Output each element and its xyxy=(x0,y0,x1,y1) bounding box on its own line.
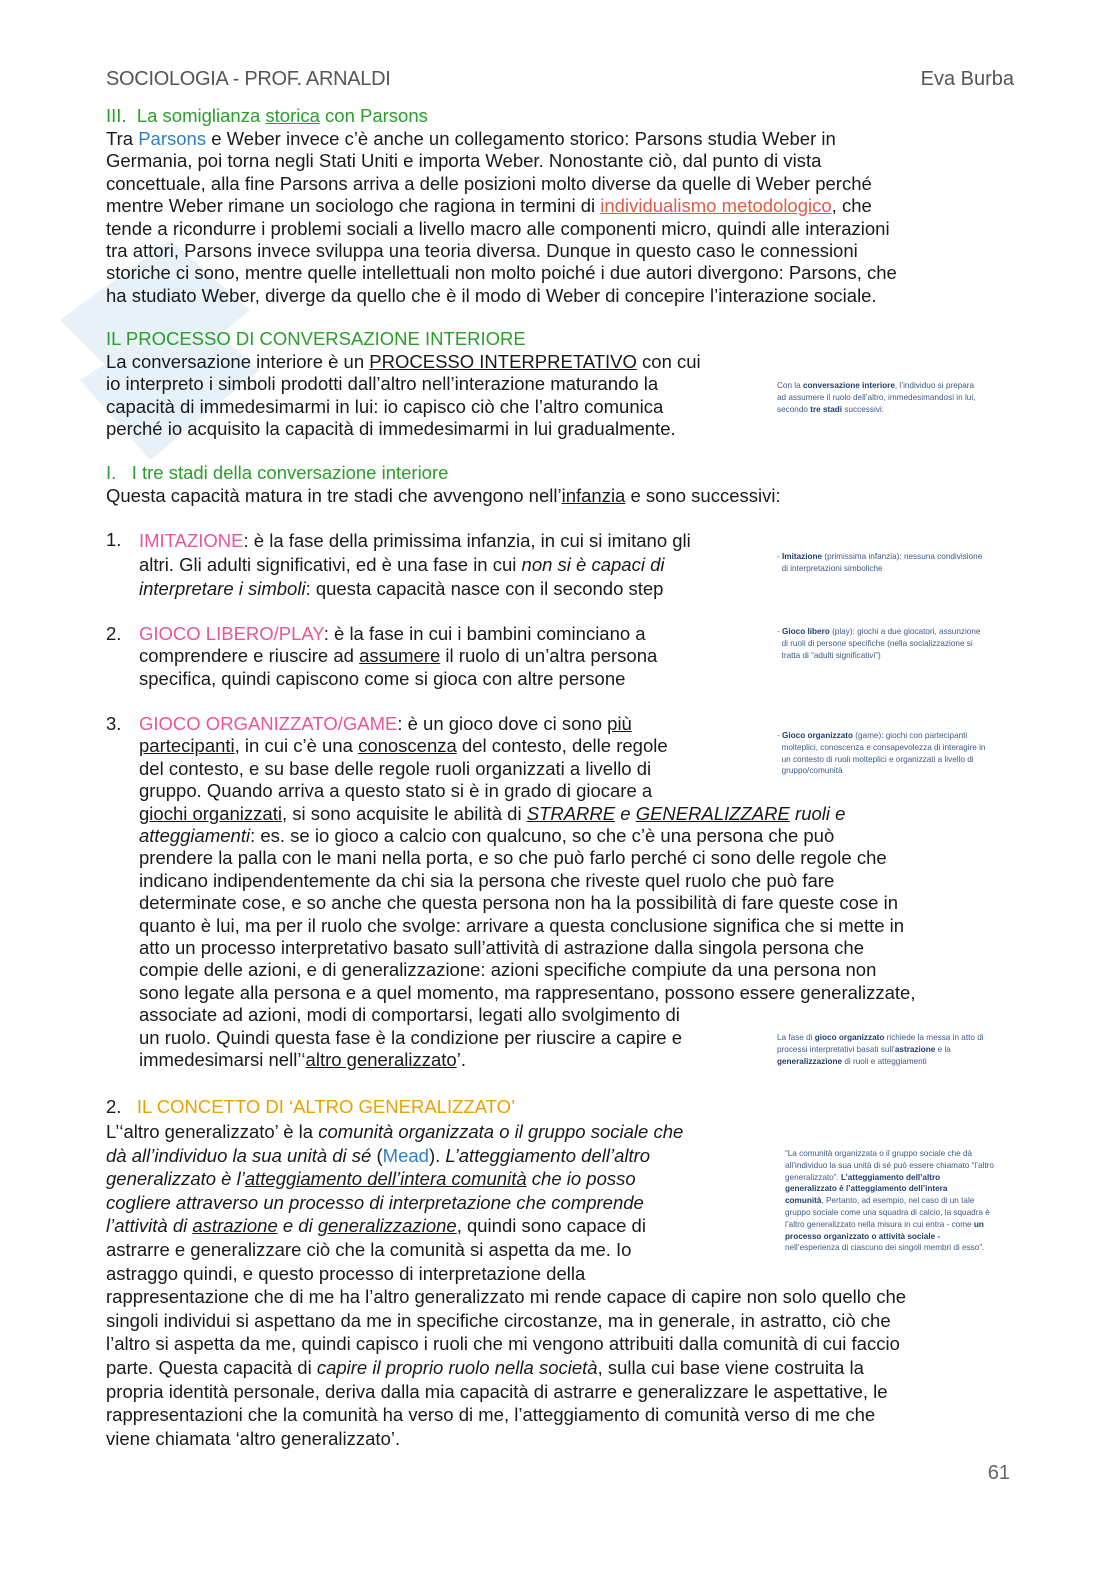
bold-text: processo organizzato o attività sociale - xyxy=(785,1231,941,1241)
italic-text: L’atteggiamento dell’altro xyxy=(445,1144,651,1166)
section-number: III. xyxy=(106,105,127,126)
side-note-gioco-libero xyxy=(777,626,980,661)
stage-label: GIOCO ORGANIZZATO/GAME xyxy=(139,713,398,734)
bold-text: tre stadi xyxy=(810,404,843,414)
text: quanto è lui, ma per il ruolo che svolge: arrivare a questa conclusione significa che si mette in xyxy=(139,914,905,936)
text: il ruolo di un’altra persona xyxy=(440,645,658,667)
bold-text: astrazione xyxy=(894,1044,936,1054)
text: La conversazione interiore è un xyxy=(106,351,370,372)
italic-text: e di xyxy=(277,1215,318,1237)
text: : es. se io gioco a calcio con qualcuno, so che c’è una persona che può xyxy=(250,825,835,847)
section-heading-tre-stadi xyxy=(106,462,448,484)
bold-text: Gioco libero xyxy=(782,627,830,636)
parsons-link[interactable]: Parsons xyxy=(138,128,207,149)
text: compie delle azioni, e di generalizzazione: azioni specifiche compiute da una persona non xyxy=(139,959,877,981)
text: : è un gioco dove ci sono xyxy=(397,713,608,734)
text: astrarre e generalizzare ciò che la comunità si aspetta da me. Io xyxy=(106,1238,632,1260)
heading-text: La somiglianza xyxy=(136,105,266,126)
text: (game): giochi con partecipanti xyxy=(852,731,968,740)
underlined-text: altro generalizzato xyxy=(305,1049,457,1071)
text: - xyxy=(777,627,783,636)
text: Germania, poi torna negli Stati Uniti e importa Weber. Nonostante ciò, dal punto di vista xyxy=(106,150,822,172)
heading-text: IL CONCETTO DI ‘ALTRO GENERALIZZATO’ xyxy=(136,1096,516,1117)
underlined-text: atteggiamento dell’intera comunità xyxy=(244,1168,527,1190)
underlined-text: PROCESSO INTERPRETATIVO xyxy=(369,351,637,372)
text: richiede la messa in atto di xyxy=(884,1033,984,1042)
bold-text: L’atteggiamento dell’altro xyxy=(840,1172,941,1182)
bold-text: Gioco organizzato xyxy=(782,731,853,740)
text: parte. Questa capacità di xyxy=(106,1356,317,1378)
bold-text: un xyxy=(973,1219,984,1229)
text: La fase di xyxy=(777,1033,815,1042)
text: un ruolo. Quindi questa fase è la condizione per riuscire a capire e xyxy=(139,1026,682,1048)
heading-text-end: con Parsons xyxy=(319,105,428,126)
list-number: 1. xyxy=(106,529,122,550)
text: e Weber invece c’è anche un collegamento storico: Parsons studia Weber in xyxy=(206,128,836,149)
text: L’‘altro generalizzato’ è la xyxy=(106,1121,319,1142)
text: tende a ricondurre i problemi sociali a livello macro alle componenti micro, quindi alle interazioni xyxy=(106,217,890,239)
section-heading-conversazione: IL PROCESSO DI CONVERSAZIONE INTERIORE xyxy=(106,328,526,349)
underlined-text: partecipanti xyxy=(139,735,235,757)
text: , quindi sono capace di xyxy=(456,1215,646,1237)
text: e la xyxy=(935,1044,951,1054)
text: perché io acquisito la capacità di immedesimarmi in lui gradualmente. xyxy=(106,418,676,440)
underlined-text: generalizzazione xyxy=(317,1215,457,1237)
text: gruppo. Quando arriva a questo stato si è in grado di giocare a xyxy=(139,780,653,802)
text: Con la xyxy=(777,381,803,390)
text: Questa capacità matura in tre stadi che avvengono nell’ xyxy=(106,485,562,506)
text: prendere la palla con le mani nella porta, e so che può farlo perché ci sono delle regole che xyxy=(139,847,887,869)
italic-text: dà all’individuo la sua unità di sé xyxy=(106,1144,372,1166)
paragraph-tre-stadi-intro xyxy=(106,485,781,507)
text: : è la fase della primissima infanzia, in cui si imitano gli xyxy=(243,530,691,551)
text: molteplici, conoscenza e consapevolezza di interagire in xyxy=(781,742,986,752)
italic-text: che io posso xyxy=(526,1168,636,1190)
bold-text: comunità xyxy=(785,1196,822,1206)
text: . Pertanto, ad esempio, nel caso di un tale xyxy=(821,1196,975,1206)
text: rappresentazioni che la comunità ha verso di me, l’atteggiamento di comunità verso di me che xyxy=(106,1404,876,1426)
mead-link[interactable]: Mead xyxy=(382,1144,429,1166)
italic-text: GENERALIZZARE xyxy=(635,802,790,824)
stage-label: IMITAZIONE xyxy=(139,530,244,551)
text: immedesimarsi nell’‘ xyxy=(139,1049,306,1071)
list-number: 2. xyxy=(106,623,122,644)
text: altri. Gli adulti significativi, ed è una fase in cui xyxy=(139,554,522,575)
text: , in cui c’è una xyxy=(234,735,359,757)
italic-text: comunità organizzata o il gruppo sociale che xyxy=(318,1121,684,1142)
underlined-text: infanzia xyxy=(561,485,626,506)
side-note-mead-quote xyxy=(785,1148,994,1254)
italic-text: l’attività di xyxy=(106,1215,193,1237)
list-item-imitazione xyxy=(106,529,806,604)
text: tratta di “adulti significativi”) xyxy=(781,650,881,660)
text: di ruoli di persone specifiche (nella socializzazione si xyxy=(781,638,973,648)
text: mentre Weber rimane un sociologo che ragiona in termini di xyxy=(106,195,601,217)
bold-text: Imitazione xyxy=(782,552,823,561)
text: , sulla cui base viene costruita la xyxy=(597,1356,864,1378)
text: “La comunità organizzata o il gruppo sociale che dà xyxy=(785,1149,973,1158)
text: io interpreto i simboli prodotti dall’altro nell’interazione maturando la xyxy=(106,373,659,395)
section-heading-altro-generalizzato xyxy=(106,1096,515,1118)
text: generalizzato”. xyxy=(785,1172,841,1182)
text: un contesto di ruoli molteplici e organizzati a livello di xyxy=(781,754,974,764)
bold-text: generalizzazione xyxy=(777,1056,843,1066)
text: concettuale, alla fine Parsons arriva a delle posizioni molto diverse da quelle di Weber perché xyxy=(106,172,872,194)
text: secondo xyxy=(777,404,811,414)
section-number: I. xyxy=(106,462,117,483)
header-course-title: SOCIOLOGIA - PROF. ARNALDI xyxy=(106,68,391,90)
underlined-text: assumere xyxy=(359,645,441,667)
italic-text: e xyxy=(615,802,636,824)
header-author: Eva Burba xyxy=(920,68,1014,90)
text: all’individuo la sua unità di sé può essere chiamato “l’altro xyxy=(785,1160,994,1170)
paragraph-conversazione xyxy=(106,351,701,441)
side-note-astrazione xyxy=(777,1032,984,1067)
text: ( xyxy=(371,1144,383,1166)
text: processi interpretativi basati sull’ xyxy=(777,1044,895,1054)
text: - xyxy=(777,552,783,561)
text: ’. xyxy=(456,1049,466,1071)
text: viene chiamata ‘altro generalizzato’. xyxy=(106,1427,401,1449)
side-note-gioco-organizzato xyxy=(777,730,985,777)
text: (play): giochi a due giocatori, assunzione xyxy=(829,627,981,636)
text: di interpretazioni simboliche xyxy=(781,563,883,573)
text: sono legate alla persona e a quel momento, ma rappresentano, possono essere generalizzate, xyxy=(139,981,916,1003)
text: nell’esperienza di ciascuno dei singoli membri di esso”. xyxy=(785,1243,985,1253)
text: del contesto, e su base delle regole ruoli organizzati a livello di xyxy=(139,757,652,779)
text: gruppo sociale come una squadra di calcio, la squadra è xyxy=(785,1207,990,1217)
underlined-text: più xyxy=(607,713,632,734)
text: rappresentazione che di me ha l’altro generalizzato mi rende capace di capire non solo quello che xyxy=(106,1286,907,1308)
text: singoli individui si aspettano da me in specifiche circostanze, ma in generale, in astratto, ciò che xyxy=(106,1309,891,1331)
text: successivi: xyxy=(842,404,884,414)
italic-text: STRARRE xyxy=(526,802,616,824)
text: astraggo quindi, e questo processo di interpretazione della xyxy=(106,1262,586,1284)
text: ). xyxy=(428,1144,446,1166)
text: atto un processo interpretativo basato sull’attività di astrazione dalla singola persona che xyxy=(139,937,865,959)
text: ad assumere il ruolo dell’altro, immedesimandosi in lui, xyxy=(777,392,976,402)
text: Tra xyxy=(106,128,139,149)
section-heading-somiglianza xyxy=(106,105,428,127)
text: ha studiato Weber, diverge da quello che è il modo di Weber di concepire l’interazione sociale. xyxy=(106,284,877,306)
italic-text: atteggiamenti xyxy=(139,825,251,847)
italic-text: capire il proprio ruolo nella società xyxy=(316,1356,598,1378)
text: indicano indipendentemente da chi sia la persona che riveste quel ruolo che può fare xyxy=(139,869,835,891)
bold-text: gioco organizzato xyxy=(814,1033,885,1042)
text: (primissima infanzia): nessuna condivisione xyxy=(822,552,983,561)
text: tra attori, Parsons invece sviluppa una teoria diversa. Dunque in questo caso le connessioni xyxy=(106,240,858,262)
text: del contesto, delle regole xyxy=(456,735,668,757)
text: : questa capacità nasce con il secondo step xyxy=(305,578,664,599)
heading-underlined: storica xyxy=(265,105,320,126)
list-number: 3. xyxy=(106,713,122,734)
side-note-conversazione xyxy=(777,380,975,415)
list-item-gioco-libero xyxy=(106,623,806,693)
italic-text: generalizzato è l’ xyxy=(106,1168,245,1190)
text: determinate cose, e so anche che questa persona non ha la possibilità di fare queste cose in xyxy=(139,892,898,914)
text: con cui xyxy=(636,351,701,372)
text: comprendere e riuscire ad xyxy=(139,645,360,667)
italic-text: interpretare i simboli xyxy=(139,578,306,599)
text: , l’individuo si prepara xyxy=(894,381,975,390)
underlined-text: conoscenza xyxy=(358,735,457,757)
section-number: 2. xyxy=(106,1096,122,1117)
text: : è la fase in cui i bambini cominciano a xyxy=(323,623,646,644)
text: , che xyxy=(831,195,872,217)
text: gruppo/comunità xyxy=(781,766,843,776)
text: associate ad azioni, modi di comportarsi, legati allo svolgimento di xyxy=(139,1004,680,1026)
heading-text: I tre stadi della conversazione interiore xyxy=(131,462,449,483)
bold-text: conversazione interiore xyxy=(802,381,895,390)
side-note-imitazione xyxy=(777,551,982,575)
text: capacità di immedesimarmi in lui: io capisco ciò che l’altro comunica xyxy=(106,395,664,417)
bold-text: generalizzato è l’atteggiamento dell’intera xyxy=(785,1184,948,1194)
text: specifica, quindi capiscono come si gioca con altre persone xyxy=(139,667,626,689)
text: - xyxy=(777,731,783,740)
underlined-text: astrazione xyxy=(192,1215,278,1237)
underlined-text: giochi organizzati xyxy=(139,802,282,824)
italic-text: ruoli e xyxy=(789,802,846,824)
text: l’altro generalizzato nella misura in cui entra - come xyxy=(785,1219,974,1229)
text: l’altro si aspetta da me, quindi capisco i ruoli che mi vengono attribuiti dalla comunità di cui faccio xyxy=(106,1333,900,1355)
text: storiche ci sono, mentre quelle intellettuali non molto poiché i due autori divergono: Parsons, che xyxy=(106,262,897,284)
italic-text: cogliere attraverso un processo di interpretazione che comprende xyxy=(106,1191,644,1213)
text: , si sono acquisite le abilità di xyxy=(281,802,527,824)
text: di ruoli e atteggiamenti xyxy=(842,1056,927,1066)
text: propria identità personale, deriva dalla mia capacità di astrarre e generalizzare le aspettative, le xyxy=(106,1380,888,1402)
stage-label: GIOCO LIBERO/PLAY xyxy=(139,623,324,644)
italic-text: non si è capaci di xyxy=(521,554,665,575)
text: e sono successivi: xyxy=(625,485,781,506)
individualismo-link[interactable]: individualismo metodologico xyxy=(600,195,832,217)
page-number: 61 xyxy=(987,1462,1010,1484)
paragraph-parsons-weber xyxy=(106,128,897,307)
